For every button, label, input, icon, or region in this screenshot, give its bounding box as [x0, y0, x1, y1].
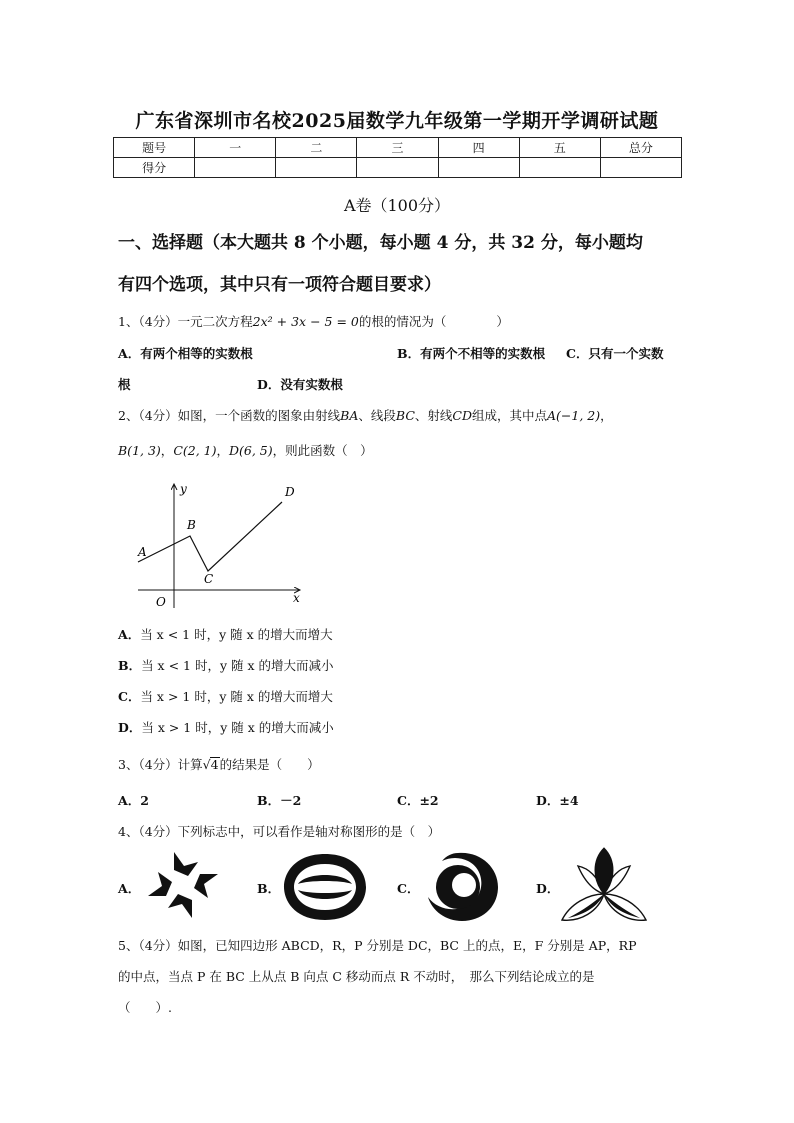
score-cell	[195, 158, 276, 178]
score-table-row-label: 得分	[114, 158, 195, 178]
q3-option-d: D．±4	[536, 793, 579, 808]
q2-stem-line2	[118, 442, 373, 460]
q2-option-text: y 随 x 的增大而减小	[219, 658, 334, 673]
score-table-header-cell: 五	[519, 138, 600, 158]
q2-option-letter: D．	[118, 720, 142, 735]
q3-stem-prefix: 3、（4分）计算	[118, 757, 203, 772]
q2-comma: ，	[600, 408, 613, 423]
q2-line1-suffix: 组成，其中点	[472, 408, 548, 423]
x-axis-label: x	[293, 591, 300, 605]
swirl-circle-logo-icon	[420, 849, 500, 925]
score-table-header-row	[114, 138, 682, 158]
function-polyline	[138, 502, 282, 571]
q2-option-letter: A．	[118, 627, 141, 642]
point-a-label: A	[138, 545, 147, 559]
point-d-label: D	[285, 485, 295, 499]
score-table-header-cell: 题号	[114, 138, 195, 158]
q4-option-a-label: A．	[118, 881, 141, 896]
q2-ray-cd: CD	[452, 408, 472, 423]
q2-point-c: C(2, 1)	[173, 443, 217, 458]
q3-option-a: A．2	[118, 793, 149, 808]
score-cell	[438, 158, 519, 178]
q1-stem	[118, 313, 509, 331]
q2-option-text: y 随 x 的增大而增大	[219, 627, 333, 642]
sqrt-sign: √	[202, 757, 211, 772]
q2-option-condition: 当 x < 1 时，	[141, 658, 220, 673]
q2-line1-prefix: 2、（4分）如图，一个函数的图象由射线	[118, 408, 341, 423]
q2-option-text: y 随 x 的增大而增大	[219, 689, 333, 704]
q3-option-b: B．－2	[257, 793, 302, 808]
q5-stem-line2: 的中点，当点 P 在 BC 上从点 B 向点 C 移动而点 R 不动时， 那么下列结论成立的是	[118, 969, 595, 984]
q1-stem-suffix: 的根的情况为（ ）	[358, 314, 509, 329]
q2-sep1: 、线段	[358, 408, 396, 423]
part1-heading-line2: 有四个选项，其中只有一项符合题目要求）	[118, 275, 441, 295]
score-cell	[519, 158, 600, 178]
q2-option-d	[118, 719, 334, 737]
q2-segment-bc: BC	[395, 408, 415, 423]
q1-stem-prefix: 1、（4分）一元二次方程	[118, 314, 253, 329]
q2-point-b: B(1, 3)	[118, 443, 161, 458]
score-cell	[357, 158, 438, 178]
q2-point-d: D(6, 5)	[229, 443, 273, 458]
score-table-header-cell: 三	[357, 138, 438, 158]
q2-option-condition: 当 x > 1 时，	[141, 720, 221, 735]
score-table-header-cell: 四	[438, 138, 519, 158]
point-c-label: C	[204, 572, 214, 586]
trefoil-leaf-logo-icon	[558, 846, 650, 926]
q1-option-d: D．没有实数根	[257, 377, 343, 392]
exam-title: 广东省深圳市名校2025届数学九年级第一学期开学调研试题	[135, 110, 659, 132]
q4-option-d-label: D．	[536, 881, 560, 896]
origin-label: O	[156, 595, 166, 609]
q2-comma: ，	[216, 443, 229, 458]
q2-function-graph	[130, 478, 310, 613]
q2-stem-line1	[118, 407, 613, 425]
q4-option-c-label: C．	[397, 881, 420, 896]
q2-option-text: y 随 x 的增大而减小	[220, 720, 334, 735]
y-axis-label: y	[180, 482, 187, 496]
q3-option-c: C．±2	[397, 793, 439, 808]
q3-radicand: 4	[210, 757, 219, 772]
q4-stem: 4、（4分）下列标志中，可以看作是轴对称图形的是（ ）	[118, 824, 441, 839]
q2-option-condition: 当 x > 1 时，	[140, 689, 220, 704]
q2-option-c	[118, 688, 333, 706]
q2-option-condition: 当 x < 1 时，	[140, 627, 220, 642]
q5-stem-line1: 5、（4分）如图，已知四边形 ABCD，R，P 分别是 DC，BC 上的点，E，F 分别是 AP，RP	[118, 938, 637, 953]
q1-option-a: A．有两个相等的实数根	[118, 346, 253, 361]
q2-sep2: 、射线	[414, 408, 453, 423]
q3-stem-suffix: 的结果是（ ）	[219, 757, 320, 772]
q1-option-b: B．有两个不相等的实数根	[397, 346, 546, 361]
part1-heading-line1: 一、选择题（本大题共 8 个小题，每小题 4 分，共 32 分，每小题均	[118, 233, 643, 253]
score-table	[113, 137, 682, 178]
q2-ray-ba: BA	[340, 408, 359, 423]
eye-ring-logo-icon	[282, 850, 368, 924]
q3-stem	[118, 756, 320, 774]
q1-option-c-cont: 根	[118, 377, 131, 392]
star-pinwheel-logo-icon	[144, 848, 222, 922]
score-table-header-cell: 二	[276, 138, 357, 158]
point-b-label: B	[187, 518, 196, 532]
q1-equation: 2x² + 3x − 5 = 0	[252, 314, 359, 329]
q4-option-b-label: B．	[257, 881, 281, 896]
score-table-header-cell: 一	[195, 138, 276, 158]
q2-option-letter: C．	[118, 689, 141, 704]
score-table-header-cell: 总分	[600, 138, 681, 158]
q2-point-a: A(−1, 2)	[547, 408, 601, 423]
score-cell	[276, 158, 357, 178]
score-cell	[600, 158, 681, 178]
q2-option-b	[118, 657, 334, 675]
q5-stem-line3: （ ）.	[118, 1000, 172, 1015]
score-table-score-row	[114, 158, 682, 178]
q2-option-letter: B．	[118, 658, 142, 673]
section-a-heading: A卷（100分）	[343, 196, 451, 215]
q2-line2-suffix: ，则此函数（ ）	[272, 443, 373, 458]
q2-comma: ，	[160, 443, 174, 458]
q2-option-a	[118, 626, 333, 644]
q1-option-c: C．只有一个实数	[566, 346, 664, 361]
